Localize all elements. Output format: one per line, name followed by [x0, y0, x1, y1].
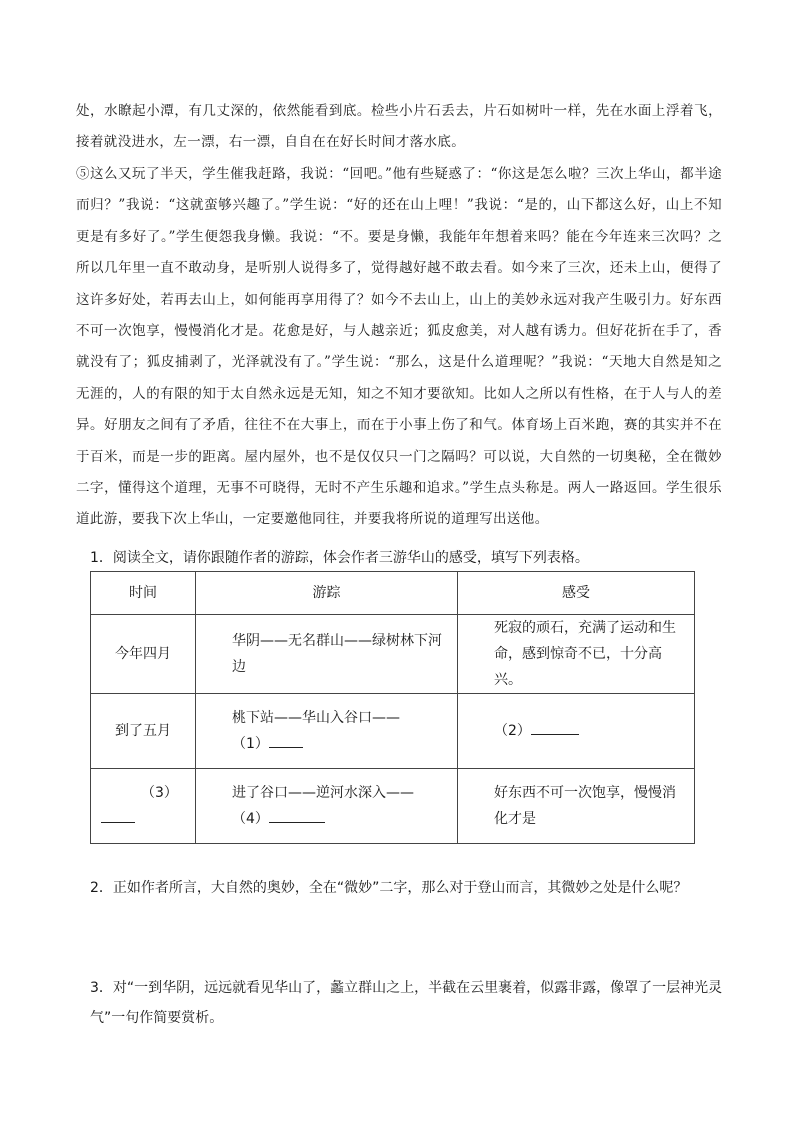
answer-blank-3[interactable]: [101, 810, 135, 823]
table-row: [91, 694, 695, 769]
answer-blank-2[interactable]: [531, 722, 579, 735]
answer-blank-1[interactable]: [269, 735, 303, 748]
table-row: [91, 769, 695, 844]
cell-time: [91, 769, 196, 844]
question-1: 1．阅读全文，请你跟随作者的游踪，体会作者三游华山的感受，填写下列表格。: [90, 550, 589, 566]
question-3: 3．对“一到华阴，远远就看见华山了，蠡立群山之上，半截在云里裹着，似露非露，像罩了一层神光灵气”一句作简要赏析。: [90, 980, 723, 1026]
cell-route: 华阴——无名群山——绿树林下河边: [196, 615, 458, 694]
cell-feeling: 好东西不可一次饱享，慢慢消化才是: [458, 769, 695, 844]
route-text: 进了谷口——逆河水深入——: [232, 785, 414, 801]
blank-label-3: （3）: [141, 785, 178, 801]
cell-feeling: 死寂的顽石，充满了运动和生命，感到惊奇不已，十分高兴。: [458, 615, 695, 694]
passage-paragraph-5: ⑤这么又玩了半天，学生催我赶路，我说：“回吧。”他有些疑惑了：“你这是怎么啦？三次上华山，都半途而归？”我说：“这就蛮够兴趣了。”学生说：“好的还在山上哩！”我说：“是的，山下都这么好，山上不知更是有多好了。”学生便怨我身懒。我说：“不。要是身懒，我能年年想着来吗？能在今年连来三次吗？之所以几年里一直不敢动身，是听别人说得多了，觉得越好越不敢去看。如今来了三次，还未上山，便得了这许多好处，若再去山上，如何能再享用得了？如今不去山上，山上的美妙永远对我产生吸引力。好东西不可一次饱享，慢慢消化才是。花愈是好，与人越亲近；狐皮愈美，对人越有诱力。但好花折在手了，香就没有了；狐皮捕剥了，光泽就没有了。”学生说：“那么，这是什么道理呢？”我说：“天地大自然是知之无涯的，人的有限的知于太自然永远是无知，知之不知才要欲知。比如人之所以有性格，在于人与人的差异。好朋友之间有了矛盾，往往不在大事上，而在于小事上伤了和气。体育场上百米跑，赛的其实并不在于百米，而是一步的距离。屋内屋外，也不是仅仅只一门之隔吗？可以说，大自然的一切奥秘，全在微妙二字，懂得这个道理，无事不可晓得，无时不产生乐趣和追求。”学生点头称是。两人一路返回。学生很乐道此游，要我下次上华山，一定要邀他同往，并要我将所说的道理写出送他。: [76, 166, 722, 528]
blank-label-1: （1）: [232, 736, 269, 752]
passage-paragraph-1: 处，水瞭起小潭，有几丈深的，依然能看到底。检些小片石丢去，片石如树叶一样，先在水面上浮着飞，接着就没进水，左一漂，右一漂，自自在在好长时间才落水底。: [76, 103, 722, 151]
header-route: 游踪: [196, 572, 458, 615]
blank-label-4: （4）: [232, 811, 269, 827]
route-text: 桃下站——华山入谷口——: [232, 710, 400, 726]
table-header-row: [91, 572, 695, 615]
header-feeling: 感受: [458, 572, 695, 615]
blank-label-2: （2）: [494, 723, 531, 739]
cell-route: [196, 769, 458, 844]
answer-table: [90, 571, 695, 844]
answer-blank-4[interactable]: [269, 810, 325, 823]
header-time: 时间: [91, 572, 196, 615]
question-2: 2．正如作者所言，大自然的奥妙，全在“微妙”二字，那么对于登山而言，其微妙之处是什么呢？: [90, 880, 688, 896]
cell-feeling: [458, 694, 695, 769]
table-row: [91, 615, 695, 694]
cell-time: 今年四月: [91, 615, 196, 694]
cell-route: [196, 694, 458, 769]
cell-time: 到了五月: [91, 694, 196, 769]
